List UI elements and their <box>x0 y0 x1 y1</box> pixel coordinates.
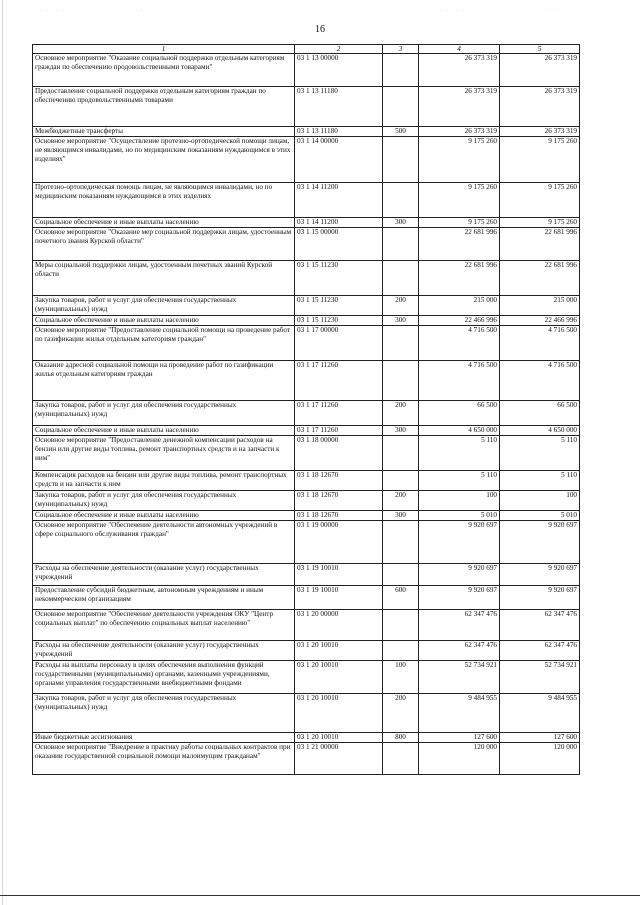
target-code-cell: 03 1 21 00000 <box>295 743 383 775</box>
page-bottom-line <box>0 895 640 896</box>
target-code-cell: 03 1 17 11260 <box>295 401 383 426</box>
table-row <box>33 491 580 511</box>
amount-cell: 26 373 319 <box>500 127 580 137</box>
expense-type-cell: 200 <box>383 296 419 316</box>
row-name-cell: Закупка товаров, работ и услуг для обеспечения государственных (муниципальных) нужд <box>33 491 295 511</box>
scan-mark: · · · · <box>130 8 150 14</box>
amount-cell: 100 <box>500 491 580 511</box>
table-row <box>33 401 580 426</box>
expense-type-cell <box>383 228 419 261</box>
expense-type-cell <box>383 137 419 183</box>
table-row <box>33 661 580 694</box>
row-name-cell: Расходы на обеспечение деятельности (оказание услуг) государственных учреждений <box>33 564 295 586</box>
target-code-cell: 03 1 20 10010 <box>295 641 383 661</box>
scan-mark: · · · · <box>540 8 560 14</box>
table-row <box>33 610 580 641</box>
expense-type-cell: 600 <box>383 586 419 610</box>
row-name-cell: Расходы на выплаты персоналу в целях обеспечения выполнения функций государственными (муниципальными) органами, казенными учреждениями, органами управления государственными внебюджетными фондами <box>33 661 295 694</box>
target-code-cell: 03 1 18 00000 <box>295 436 383 471</box>
expense-type-cell <box>383 261 419 296</box>
row-name-cell: Компенсация расходов на бензин или другие виды топлива, ремонт транспортных средств и на запчасти к ним <box>33 471 295 491</box>
table-row <box>33 296 580 316</box>
column-header: 3 <box>383 45 419 54</box>
table-row <box>33 261 580 296</box>
amount-cell: 5 110 <box>419 471 500 491</box>
amount-cell: 9 920 697 <box>500 564 580 586</box>
amount-cell: 62 347 476 <box>419 610 500 641</box>
row-name-cell: Основное мероприятие "Предоставление денежной компенсации расходов на бензин или другие виды топлива, ремонт транспортных средств и на запчасти к ним" <box>33 436 295 471</box>
amount-cell: 26 373 319 <box>500 87 580 127</box>
table-row <box>33 436 580 471</box>
target-code-cell: 03 1 14 00000 <box>295 137 383 183</box>
target-code-cell: 03 1 19 10010 <box>295 586 383 610</box>
scan-edge-line <box>2 0 3 905</box>
amount-cell: 26 373 319 <box>419 87 500 127</box>
amount-cell: 9 175 260 <box>500 218 580 228</box>
row-name-cell: Расходы на обеспечение деятельности (оказание услуг) государственных учреждений <box>33 641 295 661</box>
amount-cell: 4 716 500 <box>500 361 580 401</box>
table-row <box>33 511 580 521</box>
table-row <box>33 183 580 218</box>
expense-type-cell: 100 <box>383 661 419 694</box>
expense-type-cell <box>383 54 419 87</box>
expense-type-cell <box>383 521 419 564</box>
table-header-row <box>33 45 580 54</box>
table-row <box>33 426 580 436</box>
target-code-cell: 03 1 18 12670 <box>295 471 383 491</box>
table-row <box>33 361 580 401</box>
amount-cell: 9 175 260 <box>419 183 500 218</box>
amount-cell: 5 010 <box>419 511 500 521</box>
target-code-cell: 03 1 14 11200 <box>295 218 383 228</box>
page-number: 16 <box>315 24 325 35</box>
table-row <box>33 316 580 326</box>
expense-type-cell <box>383 436 419 471</box>
amount-cell: 66 500 <box>419 401 500 426</box>
expense-type-cell <box>383 471 419 491</box>
expense-type-cell: 800 <box>383 733 419 743</box>
expense-type-cell <box>383 641 419 661</box>
amount-cell: 66 500 <box>500 401 580 426</box>
table-row <box>33 641 580 661</box>
row-name-cell: Основное мероприятие "Оказание мер социальной поддержки лицам, удостоенным почетного звания Курской области" <box>33 228 295 261</box>
target-code-cell: 03 1 15 00000 <box>295 228 383 261</box>
amount-cell: 26 373 319 <box>419 127 500 137</box>
row-name-cell: Социальное обеспечение и иные выплаты населению <box>33 218 295 228</box>
column-header: 1 <box>33 45 295 54</box>
expense-type-cell: 300 <box>383 511 419 521</box>
expense-type-cell <box>383 183 419 218</box>
amount-cell: 9 920 697 <box>500 586 580 610</box>
amount-cell: 62 347 476 <box>500 610 580 641</box>
table-row <box>33 326 580 361</box>
column-header: 5 <box>500 45 580 54</box>
expense-type-cell: 300 <box>383 426 419 436</box>
row-name-cell: Социальное обеспечение и иные выплаты населению <box>33 316 295 326</box>
expense-type-cell: 500 <box>383 127 419 137</box>
table-row <box>33 471 580 491</box>
amount-cell: 215 000 <box>500 296 580 316</box>
amount-cell: 100 <box>419 491 500 511</box>
amount-cell: 9 175 260 <box>419 137 500 183</box>
row-name-cell: Основное мероприятие "Внедрение в практику работы социальных контрактов при оказании государственной социальной помощи малоимущим гражданам" <box>33 743 295 775</box>
amount-cell: 4 650 000 <box>500 426 580 436</box>
table-row <box>33 54 580 87</box>
row-name-cell: Протезно-ортопедическая помощь лицам, не являющимся инвалидами, но по медицинским показаниям нуждающимся в этих изделиях <box>33 183 295 218</box>
expense-type-cell <box>383 610 419 641</box>
row-name-cell: Закупка товаров, работ и услуг для обеспечения государственных (муниципальных) нужд <box>33 296 295 316</box>
amount-cell: 127 600 <box>500 733 580 743</box>
amount-cell: 22 466 996 <box>419 316 500 326</box>
target-code-cell: 03 1 13 11180 <box>295 87 383 127</box>
target-code-cell: 03 1 19 10010 <box>295 564 383 586</box>
amount-cell: 22 681 996 <box>419 228 500 261</box>
expense-type-cell: 300 <box>383 316 419 326</box>
table-row <box>33 586 580 610</box>
table-row <box>33 87 580 127</box>
amount-cell: 9 484 955 <box>419 694 500 733</box>
row-name-cell: Меры социальной поддержки лицам, удостоенным почетных званий Курской области <box>33 261 295 296</box>
row-name-cell: Предоставление субсидий бюджетным, автономным учреждениям и иным некоммерческим организациям <box>33 586 295 610</box>
amount-cell: 22 681 996 <box>500 261 580 296</box>
amount-cell: 127 600 <box>419 733 500 743</box>
target-code-cell: 03 1 18 12670 <box>295 491 383 511</box>
row-name-cell: Иные бюджетные ассигнования <box>33 733 295 743</box>
expense-type-cell <box>383 87 419 127</box>
amount-cell: 4 716 500 <box>419 361 500 401</box>
row-name-cell: Социальное обеспечение и иные выплаты населению <box>33 511 295 521</box>
expense-type-cell <box>383 564 419 586</box>
target-code-cell: 03 1 20 00000 <box>295 610 383 641</box>
row-name-cell: Основное мероприятие "Обеспечение деятельности автономных учреждений в сфере социального обслуживания граждан" <box>33 521 295 564</box>
row-name-cell: Основное мероприятие "Оказание социальной поддержки отдельным категориям граждан по обеспечению продовольственными товарами" <box>33 54 295 87</box>
target-code-cell: 03 1 17 11260 <box>295 426 383 436</box>
row-name-cell: Предоставление социальной поддержки отдельным категориям граждан по обеспечению продовольственными товарами <box>33 87 295 127</box>
expense-type-cell <box>383 361 419 401</box>
amount-cell: 5 110 <box>500 471 580 491</box>
column-header: 2 <box>295 45 383 54</box>
target-code-cell: 03 1 20 10010 <box>295 661 383 694</box>
scan-mark: · · · · · <box>440 8 465 14</box>
amount-cell: 4 716 500 <box>419 326 500 361</box>
amount-cell: 22 466 996 <box>500 316 580 326</box>
amount-cell: 26 373 319 <box>500 54 580 87</box>
expense-type-cell: 200 <box>383 491 419 511</box>
amount-cell: 26 373 319 <box>419 54 500 87</box>
expense-type-cell: 200 <box>383 694 419 733</box>
table-row <box>33 694 580 733</box>
amount-cell: 9 920 697 <box>419 586 500 610</box>
amount-cell: 120 000 <box>500 743 580 775</box>
target-code-cell: 03 1 20 10010 <box>295 694 383 733</box>
table-row <box>33 228 580 261</box>
target-code-cell: 03 1 20 10010 <box>295 733 383 743</box>
expense-type-cell: 200 <box>383 401 419 426</box>
target-code-cell: 03 1 15 11230 <box>295 316 383 326</box>
amount-cell: 9 175 260 <box>419 218 500 228</box>
target-code-cell: 03 1 14 11200 <box>295 183 383 218</box>
target-code-cell: 03 1 15 11230 <box>295 261 383 296</box>
amount-cell: 9 920 697 <box>500 521 580 564</box>
table-row <box>33 733 580 743</box>
amount-cell: 62 347 476 <box>500 641 580 661</box>
amount-cell: 22 681 996 <box>500 228 580 261</box>
column-header: 4 <box>419 45 500 54</box>
target-code-cell: 03 1 19 00000 <box>295 521 383 564</box>
row-name-cell: Межбюджетные трансферты <box>33 127 295 137</box>
target-code-cell: 03 1 18 12670 <box>295 511 383 521</box>
amount-cell: 52 734 921 <box>500 661 580 694</box>
target-code-cell: 03 1 15 11230 <box>295 296 383 316</box>
row-name-cell: Основное мероприятие "Обеспечение деятельности учреждения ОКУ "Центр социальных выплат" по обеспечению социальных выплат населению" <box>33 610 295 641</box>
amount-cell: 9 175 260 <box>500 137 580 183</box>
row-name-cell: Закупка товаров, работ и услуг для обеспечения государственных (муниципальных) нужд <box>33 694 295 733</box>
amount-cell: 9 920 697 <box>419 564 500 586</box>
amount-cell: 5 110 <box>419 436 500 471</box>
target-code-cell: 03 1 13 00000 <box>295 54 383 87</box>
scan-mark: · · · · · · <box>40 8 71 14</box>
amount-cell: 215 000 <box>419 296 500 316</box>
table-row <box>33 137 580 183</box>
expense-type-cell <box>383 743 419 775</box>
amount-cell: 4 716 500 <box>500 326 580 361</box>
target-code-cell: 03 1 13 11180 <box>295 127 383 137</box>
table-row <box>33 743 580 775</box>
table-row <box>33 564 580 586</box>
table-row <box>33 218 580 228</box>
amount-cell: 22 681 996 <box>419 261 500 296</box>
row-name-cell: Закупка товаров, работ и услуг для обеспечения государственных (муниципальных) нужд <box>33 401 295 426</box>
row-name-cell: Социальное обеспечение и иные выплаты населению <box>33 426 295 436</box>
amount-cell: 9 920 697 <box>419 521 500 564</box>
amount-cell: 5 110 <box>500 436 580 471</box>
amount-cell: 9 175 260 <box>500 183 580 218</box>
row-name-cell: Основное мероприятие "Осуществление протезно-ортопедической помощи лицам, не являющимся инвалидами, но по медицинским показаниям нуждающимся в этих изделиях" <box>33 137 295 183</box>
expense-type-cell <box>383 326 419 361</box>
table-body <box>33 54 580 775</box>
target-code-cell: 03 1 17 00000 <box>295 326 383 361</box>
expense-type-cell: 300 <box>383 218 419 228</box>
row-name-cell: Оказание адресной социальной помощи на проведение работ по газификации жилья отдельным категориям граждан <box>33 361 295 401</box>
amount-cell: 4 650 000 <box>419 426 500 436</box>
table-row <box>33 127 580 137</box>
amount-cell: 9 484 955 <box>500 694 580 733</box>
budget-table <box>32 44 580 775</box>
row-name-cell: Основное мероприятие "Предоставление социальной помощи на проведение работ по газификации жилья отдельным категориям граждан" <box>33 326 295 361</box>
target-code-cell: 03 1 17 11260 <box>295 361 383 401</box>
amount-cell: 52 734 921 <box>419 661 500 694</box>
amount-cell: 62 347 476 <box>419 641 500 661</box>
amount-cell: 120 000 <box>419 743 500 775</box>
table-row <box>33 521 580 564</box>
amount-cell: 5 010 <box>500 511 580 521</box>
